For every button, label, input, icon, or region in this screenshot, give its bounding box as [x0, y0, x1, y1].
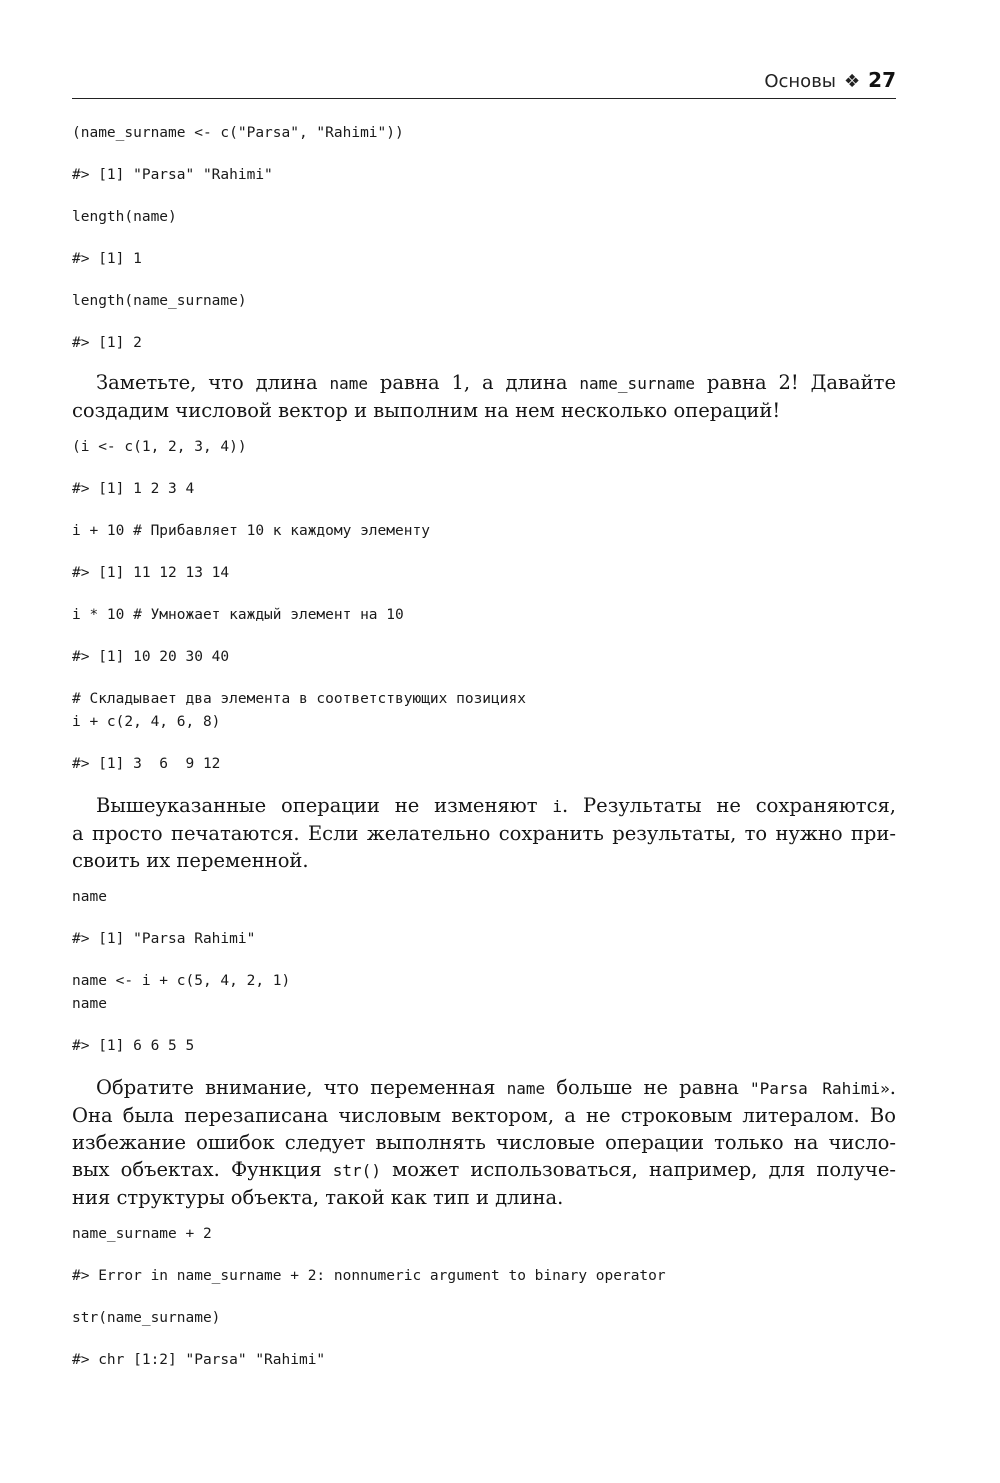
code-line: (i <- c(1, 2, 3, 4)) [72, 439, 247, 455]
code-line: #> [1] 11 12 13 14 [72, 565, 230, 581]
code-block [72, 1307, 896, 1330]
paragraph-line: Вышеуказанные операции не изменяют i. Результаты не сохраняются, [96, 794, 897, 817]
code-output [72, 332, 896, 355]
code-output [72, 248, 896, 271]
paragraph [72, 1074, 896, 1211]
code-line: i * 10 # Умножает каждый элемент на 10 [72, 607, 404, 623]
code-block [72, 1223, 896, 1246]
ornament-icon: ❖ [844, 71, 861, 92]
running-head [764, 68, 896, 92]
code-line: (name_surname <- c("Parsa", "Rahimi")) [72, 125, 404, 141]
code-output [72, 1265, 896, 1288]
code-line: name_surname + 2 [72, 1226, 212, 1242]
page-header [72, 64, 896, 99]
code-block [72, 688, 896, 734]
code-line: #> [1] 2 [72, 335, 142, 351]
code-block [72, 970, 896, 1016]
code-block [72, 436, 896, 459]
paragraph-line: ния структуры объекта, такой как тип и длина. [72, 1186, 564, 1209]
code-line: #> [1] 10 20 30 40 [72, 649, 230, 665]
paragraph-line: своить их переменной. [72, 849, 309, 872]
inline-code: name_surname [579, 374, 695, 393]
paragraph-line: а просто печатаются. Если желательно сохранить результаты, то нужно при- [72, 822, 896, 845]
inline-code: str() [332, 1161, 381, 1180]
code-output [72, 928, 896, 951]
code-block [72, 290, 896, 313]
paragraph-line: Заметьте, что длина name равна 1, а длина name_surname равна 2! Давайте [96, 371, 896, 394]
inline-code: name [506, 1079, 546, 1098]
code-output [72, 164, 896, 187]
code-line: name <- i + c(5, 4, 2, 1) [72, 973, 291, 989]
code-block [72, 520, 896, 543]
code-line: length(name_surname) [72, 293, 247, 309]
code-line: # Складывает два элемента в соответствующих позициях [72, 691, 526, 707]
paragraph-line: Обратите внимание, что переменная name больше не равна "Parsa Rahimi». [96, 1076, 896, 1099]
code-line: #> Error in name_surname + 2: nonnumeric argument to binary operator [72, 1268, 666, 1284]
code-line: name [72, 889, 107, 905]
code-block [72, 122, 896, 145]
code-line: #> [1] 1 2 3 4 [72, 481, 195, 497]
paragraph-line: создадим числовой вектор и выполним на нем несколько операций! [72, 399, 781, 422]
section-title: Основы [764, 71, 837, 92]
paragraph-line: вых объектах. Функция str() может использоваться, например, для получе- [72, 1158, 897, 1181]
inline-code: i [552, 797, 562, 816]
page-body [72, 122, 896, 1372]
code-line: #> [1] "Parsa" "Rahimi" [72, 167, 273, 183]
paragraph [72, 369, 896, 424]
inline-code: "Parsa Rahimi» [750, 1079, 890, 1098]
code-line: length(name) [72, 209, 177, 225]
code-block [72, 604, 896, 627]
code-line: str(name_surname) [72, 1310, 221, 1326]
code-output [72, 562, 896, 585]
page-number: 27 [868, 68, 896, 92]
code-line: #> [1] "Parsa Rahimi" [72, 931, 256, 947]
code-output [72, 1035, 896, 1058]
code-line: name [72, 996, 107, 1012]
paragraph-line: Она была перезаписана числовым вектором, а не строковым литералом. Во [72, 1104, 896, 1127]
code-line: #> [1] 6 6 5 5 [72, 1038, 195, 1054]
paragraph [72, 792, 896, 874]
paragraph-line: избежание ошибок следует выполнять числовые операции только на число- [72, 1131, 896, 1154]
code-block [72, 206, 896, 229]
code-block [72, 886, 896, 909]
code-line: #> [1] 3 6 9 12 [72, 756, 221, 772]
code-line: #> [1] 1 [72, 251, 142, 267]
code-line: #> chr [1:2] "Parsa" "Rahimi" [72, 1352, 326, 1368]
inline-code: name [329, 374, 369, 393]
code-output [72, 1349, 896, 1372]
code-output [72, 646, 896, 669]
code-output [72, 753, 896, 776]
code-line: i + 10 # Прибавляет 10 к каждому элементу [72, 523, 430, 539]
code-output [72, 478, 896, 501]
code-line: i + c(2, 4, 6, 8) [72, 714, 221, 730]
